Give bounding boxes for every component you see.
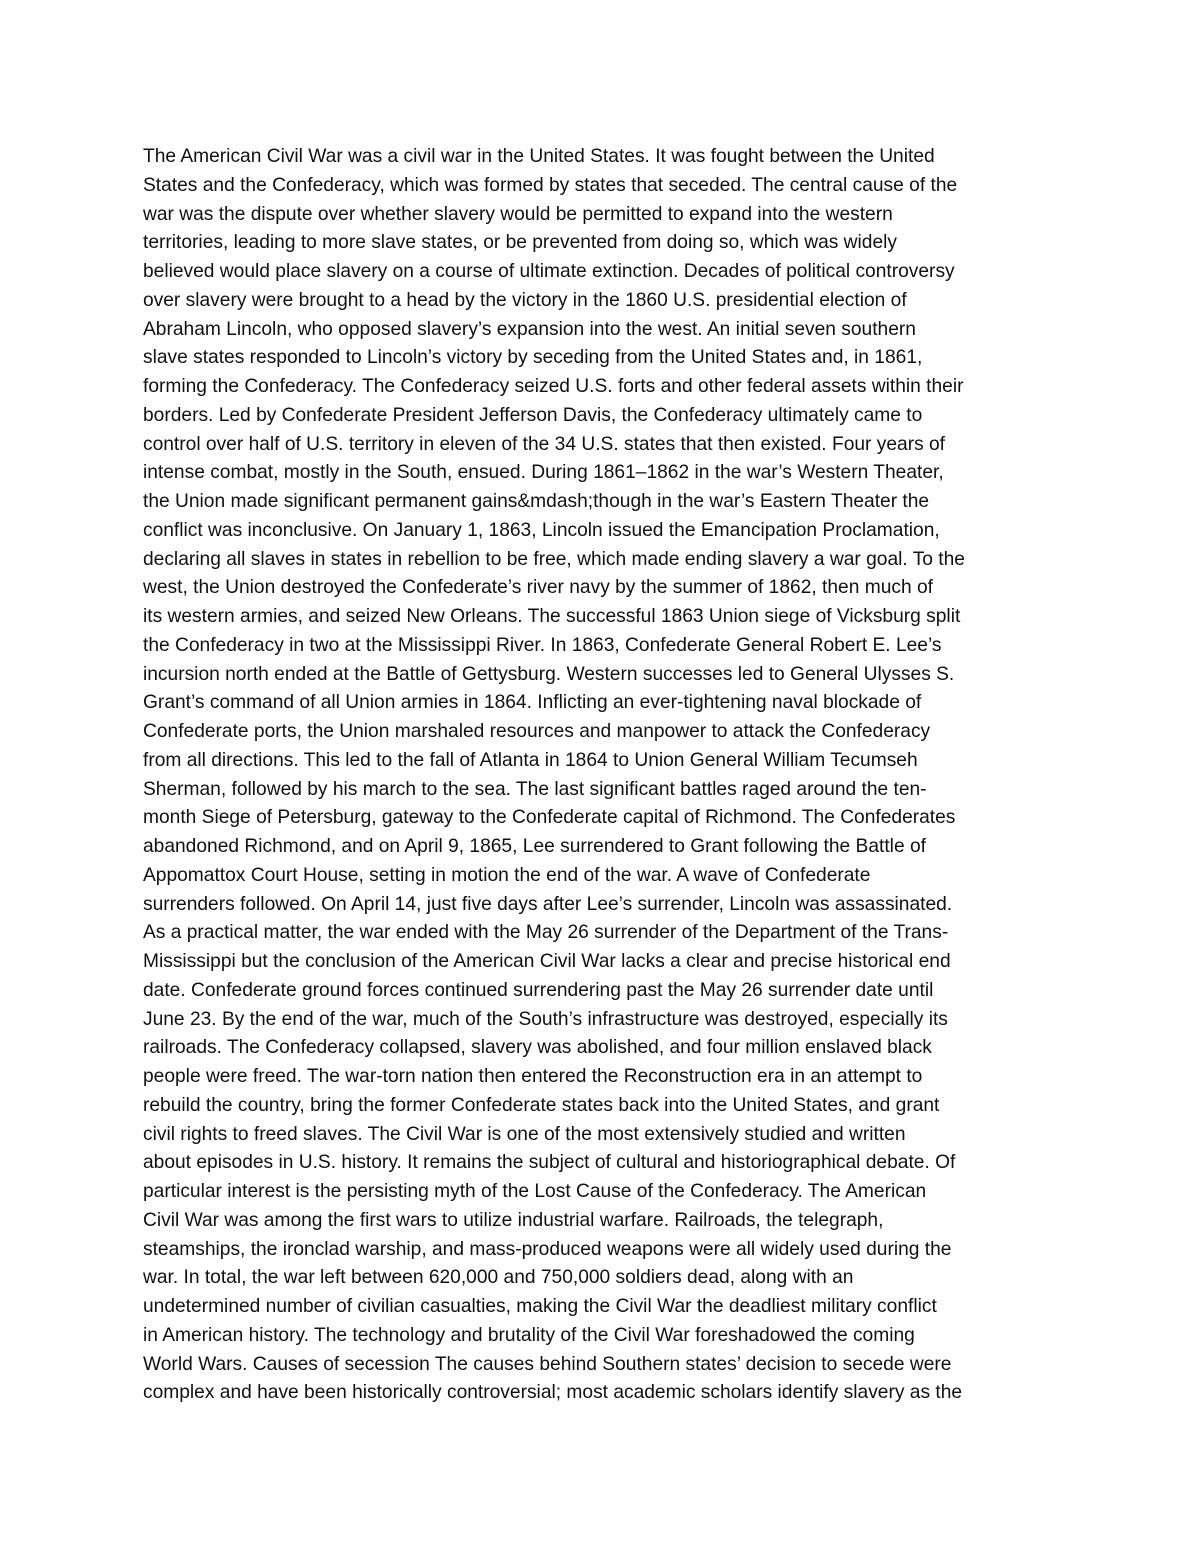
text-line: from all directions. This led to the fall of Atlanta in 1864 to Union General William Tecumseh (143, 749, 918, 771)
text-line: Sherman, followed by his march to the sea. The last significant battles raged around the ten- (143, 778, 927, 800)
text-line: surrenders followed. On April 14, just five days after Lee’s surrender, Lincoln was assassinated. (143, 893, 953, 915)
text-line: Appomattox Court House, setting in motion the end of the war. A wave of Confederate (143, 864, 871, 886)
text-line: people were freed. The war-torn nation then entered the Reconstruction era in an attempt to (143, 1066, 923, 1087)
text-line: month Siege of Petersburg, gateway to the Confederate capital of Richmond. The Confederates (143, 807, 956, 829)
text-line: Confederate ports, the Union marshaled resources and manpower to attack the Confederacy (143, 721, 931, 742)
text-line: The American Civil War was a civil war in the United States. It was fought between the United (143, 146, 935, 167)
text-line: intense combat, mostly in the South, ensued. During 1861–1862 in the war’s Western Theater, (143, 462, 944, 484)
text-line: World Wars. Causes of secession The causes behind Southern states’ decision to secede were (143, 1353, 952, 1375)
text-line: control over half of U.S. territory in eleven of the 34 U.S. states that then existed. Four years of (143, 433, 946, 455)
text-line: the Union made significant permanent gains&mdash;though in the war’s Eastern Theater the (143, 491, 930, 512)
text-line: declaring all slaves in states in rebellion to be free, which made ending slavery a war goal. To the (143, 548, 965, 570)
text-line: abandoned Richmond, and on April 9, 1865, Lee surrendered to Grant following the Battle of (143, 836, 926, 857)
text-line: conflict was inconclusive. On January 1, 1863, Lincoln issued the Emancipation Proclamation, (143, 519, 940, 541)
text-line: slave states responded to Lincoln’s victory by seceding from the United States and, in 1861, (143, 347, 923, 369)
text-line: particular interest is the persisting myth of the Lost Cause of the Confederacy. The American (143, 1181, 927, 1202)
text-line: Abraham Lincoln, who opposed slavery’s expansion into the west. An initial seven southern (143, 318, 916, 340)
text-line: civil rights to freed slaves. The Civil War is one of the most extensively studied and written (143, 1123, 906, 1145)
text-line: date. Confederate ground forces continued surrendering past the May 26 surrender date until (143, 979, 934, 1001)
text-line: As a practical matter, the war ended with the May 26 surrender of the Department of the Trans- (143, 922, 949, 944)
text-line: territories, leading to more slave states, or be prevented from doing so, which was widely (143, 232, 897, 254)
text-line: Civil War was among the first wars to utilize industrial warfare. Railroads, the telegraph, (143, 1209, 884, 1231)
text-line: west, the Union destroyed the Confederate’s river navy by the summer of 1862, then much of (143, 577, 933, 599)
text-line: Grant’s command of all Union armies in 1864. Inflicting an ever-tightening naval blockade of (143, 692, 922, 714)
text-line: June 23. By the end of the war, much of the South’s infrastructure was destroyed, especially its (143, 1008, 948, 1030)
body-paragraph (143, 143, 1073, 1408)
text-line: railroads. The Confederacy collapsed, slavery was abolished, and four million enslaved black (143, 1037, 932, 1059)
text-line: Mississippi but the conclusion of the American Civil War lacks a clear and precise historical end (143, 951, 951, 972)
text-line: forming the Confederacy. The Confederacy seized U.S. forts and other federal assets within their (143, 376, 964, 397)
text-line: war. In total, the war left between 620,000 and 750,000 soldiers dead, along with an (143, 1267, 854, 1289)
text-line: war was the dispute over whether slavery would be permitted to expand into the western (143, 203, 893, 225)
text-line: steamships, the ironclad warship, and mass-produced weapons were all widely used during the (143, 1238, 952, 1260)
text-line: its western armies, and seized New Orleans. The successful 1863 Union siege of Vicksburg split (143, 606, 961, 627)
text-line: in American history. The technology and brutality of the Civil War foreshadowed the coming (143, 1324, 915, 1346)
text-line: believed would place slavery on a course of ultimate extinction. Decades of political controversy (143, 261, 955, 282)
text-line: incursion north ended at the Battle of Gettysburg. Western successes led to General Ulysses S. (143, 663, 955, 685)
text-line: over slavery were brought to a head by the victory in the 1860 U.S. presidential election of (143, 289, 907, 311)
text-line: the Confederacy in two at the Mississippi River. In 1863, Confederate General Robert E. Lee’s (143, 634, 942, 656)
text-line: States and the Confederacy, which was formed by states that seceded. The central cause of the (143, 174, 958, 196)
text-line: complex and have been historically controversial; most academic scholars identify slavery as the (143, 1382, 963, 1404)
text-line: about episodes in U.S. history. It remains the subject of cultural and historiographical debate. Of (143, 1152, 956, 1174)
text-line: undetermined number of civilian casualties, making the Civil War the deadliest military conflict (143, 1296, 937, 1317)
text-line: borders. Led by Confederate President Jefferson Davis, the Confederacy ultimately came to (143, 404, 923, 426)
text-line: rebuild the country, bring the former Confederate states back into the United States, and grant (143, 1094, 940, 1116)
